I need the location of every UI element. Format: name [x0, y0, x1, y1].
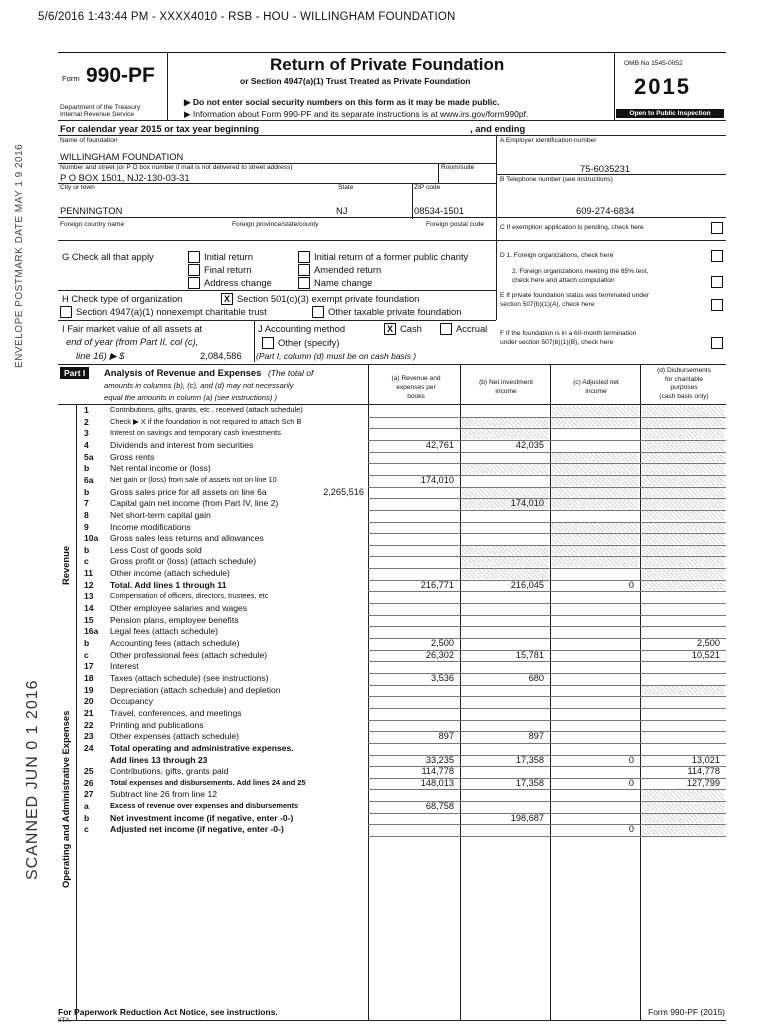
col-d-h4: (cash basis only) [659, 392, 709, 400]
row-number: 25 [84, 766, 94, 777]
cell-b: 680 [528, 672, 544, 683]
shaded-cell [642, 476, 724, 486]
shaded-cell [552, 476, 638, 486]
address-change-checkbox[interactable] [188, 277, 200, 289]
row-number: 3 [84, 428, 89, 439]
shaded-cell [642, 825, 724, 835]
d1-label: D 1. Foreign organizations, check here [500, 252, 614, 259]
row-label: Pension plans, employee benefits [110, 614, 239, 625]
notice-ssn-text: Do not enter social security numbers on this form as it may be made public. [192, 97, 500, 107]
col-d-h2: for charitable [664, 375, 704, 383]
part1-desc2: amounts in columns (b), (c), and (d) may not necessarily [104, 381, 294, 390]
row-label: Interest on savings and temporary cash investments [110, 428, 281, 438]
other-method-checkbox[interactable] [262, 337, 274, 349]
row-label: Subtract line 26 from line 12 [110, 789, 218, 800]
shaded-cell [642, 814, 724, 824]
cell-d: 13,021 [691, 754, 720, 765]
cell-b: 216,045 [510, 579, 544, 590]
row-label: Excess of revenue over expenses and disbursements [110, 801, 299, 811]
row-label: Gross profit or (loss) (attach schedule) [110, 556, 257, 567]
shaded-cell [462, 429, 548, 439]
row-number: 15 [84, 614, 94, 625]
section-g-label: G Check all that apply [62, 251, 154, 262]
shaded-cell [642, 429, 724, 439]
cell-c: 0 [628, 579, 634, 590]
dept-line2: Internal Revenue Service [60, 111, 135, 118]
phone: 609-274-6834 [576, 205, 635, 216]
cell-a: 42,761 [425, 439, 454, 450]
shaded-cell [462, 569, 548, 579]
notice-info-text: Information about Form 990-PF and its separate instructions is at www.irs.gov/form990pf. [192, 109, 529, 119]
shaded-cell [552, 406, 638, 416]
row-label: Total expenses and disbursements. Add lines 24 and 25 [110, 777, 306, 787]
cell-b: 17,358 [515, 777, 544, 788]
row-label: Interest [110, 661, 139, 672]
row-rule [368, 661, 726, 662]
row-rule [368, 696, 726, 697]
cell-a: 174,010 [420, 474, 454, 485]
cell-b: 15,781 [515, 649, 544, 660]
row-number: b [84, 638, 90, 648]
row-rule [368, 615, 726, 616]
row-label: Other professional fees (attach schedule) [110, 649, 268, 660]
d2-checkbox[interactable] [711, 276, 723, 288]
room-label: Room/suite [441, 164, 475, 171]
city: PENNINGTON [60, 205, 123, 216]
row-number: 10a [84, 533, 99, 544]
state-label: State [338, 184, 354, 191]
other-taxable-label: Other taxable private foundation [328, 306, 462, 317]
shaded-cell [642, 418, 724, 428]
row-number: b [84, 812, 90, 823]
col-a-h3: books [407, 393, 425, 400]
row-label: Adjusted net income (if negative, enter -0-) [110, 824, 284, 835]
scanned-stamp: SCANNED JUN 0 1 2016 [24, 679, 41, 880]
cell-a: 897 [438, 731, 454, 742]
row-label: Accounting fees (attach schedule) [110, 638, 240, 648]
cash-label: Cash [400, 323, 422, 334]
row-rule [368, 708, 726, 709]
row-number: 21 [84, 707, 94, 718]
foundation-name-label: Name of foundation [60, 137, 118, 144]
shaded-cell [642, 523, 724, 533]
row-rule [368, 743, 726, 744]
row-mid-value: 2,265,516 [323, 486, 364, 497]
row-number: 8 [84, 509, 89, 520]
revenue-section-label: Revenue [60, 545, 71, 585]
part1-title: Analysis of Revenue and Expenses [104, 367, 262, 378]
row-number: b [84, 486, 90, 497]
footer-form-id: Form 990-PF (2015) [648, 1007, 725, 1017]
fmv-line2: end of year (from Part II, col (c), [66, 336, 199, 347]
address-change-label: Address change [204, 277, 272, 288]
col-d-h1: (d) Disbursements [657, 367, 711, 374]
row-label: Net rental income or (loss) [110, 463, 211, 474]
part1-tag: Part I [60, 367, 89, 379]
accounting-method-label: J Accounting method [258, 323, 346, 334]
shaded-cell [552, 534, 638, 544]
row-number: 14 [84, 603, 94, 614]
row-label: Net gain or (loss) from sale of assets not on line 10 [110, 474, 277, 484]
row-label: Taxes (attach schedule) (see instructions) [110, 672, 269, 683]
foreign-postal-label: Foreign postal code [426, 221, 484, 228]
state: NJ [336, 205, 348, 216]
cell-a: 2,500 [431, 638, 454, 648]
row-label: Gross sales price for all assets on line 6a [110, 486, 267, 497]
row-label: Contributions, gifts, grants paid [110, 766, 229, 777]
cell-a: 114,778 [421, 766, 454, 777]
phone-label: B Telephone number (see instructions) [500, 176, 613, 183]
shaded-cell [552, 499, 638, 509]
row-label: Travel, conferences, and meetings [110, 707, 242, 718]
row-label: Gross sales less returns and allowances [110, 533, 264, 544]
shaded-cell [642, 488, 724, 498]
row-rule [368, 836, 726, 837]
postmark-stamp: ENVELOPE POSTMARK DATE MAY 1 9 2016 [14, 143, 25, 368]
col-c-h2: income [585, 388, 607, 395]
foundation-name: WILLINGHAM FOUNDATION [60, 151, 184, 162]
shaded-cell [552, 418, 638, 428]
row-label: Compensation of officers, directors, trustees, etc [110, 591, 269, 601]
cell-c: 0 [628, 754, 634, 765]
final-return-checkbox[interactable] [188, 264, 200, 276]
row-number: c [84, 824, 89, 835]
row-number: c [84, 556, 89, 567]
col-d-h3: purposes [670, 384, 698, 391]
initial-return-label: Initial return [204, 251, 253, 262]
cell-d: 127,799 [686, 777, 720, 788]
row-number: 20 [84, 696, 94, 707]
fmv-line1: I Fair market value of all assets at [62, 323, 203, 334]
row-label: Gross rents [110, 451, 155, 462]
section-h-label: H Check type of organization [62, 293, 183, 304]
row-label: Total operating and administrative expenses. [110, 742, 294, 753]
row-label: Add lines 13 through 23 [110, 754, 208, 765]
exemption-pending-checkbox[interactable] [711, 222, 723, 234]
f2-label: under section 507(b)(1)(B), check here [500, 339, 614, 346]
shaded-cell [642, 406, 724, 416]
cell-b: 42,035 [515, 439, 544, 450]
4947-trust-label: Section 4947(a)(1) nonexempt charitable trust [76, 306, 267, 317]
shaded-cell [642, 790, 724, 800]
fmv-value: 2,084,586 [200, 350, 242, 361]
row-label: Less Cost of goods sold [110, 544, 202, 555]
col-a-h1: (a) Revenue and [391, 375, 441, 382]
shaded-cell [462, 418, 548, 428]
amended-return-checkbox[interactable] [298, 264, 310, 276]
shaded-cell [552, 488, 638, 498]
row-number: 23 [84, 731, 94, 742]
shaded-cell [552, 546, 638, 556]
shaded-cell [642, 802, 724, 812]
f-checkbox[interactable] [711, 337, 723, 349]
notice-info: ▶ Information about Form 990-PF and its separate instructions is at www.irs.gov/form990pf. [184, 109, 529, 119]
cell-c: 0 [628, 824, 634, 835]
shaded-cell [642, 441, 724, 451]
row-number: 18 [84, 672, 94, 683]
shaded-cell [642, 534, 724, 544]
notice-ssn: ▶ Do not enter social security numbers on this form as it may be made public. [184, 97, 500, 107]
shaded-cell [462, 488, 548, 498]
row-number: b [84, 463, 90, 474]
cell-a: 68,758 [425, 801, 454, 812]
row-number: 6a [84, 474, 94, 485]
row-number: 13 [84, 591, 94, 602]
shaded-cell [642, 464, 724, 474]
cell-b: 174,010 [510, 498, 544, 509]
row-label: Capital gain net income (from Part IV, line 2) [110, 498, 279, 509]
initial-former-charity-label: Initial return of a former public charity [314, 251, 469, 262]
shaded-cell [552, 464, 638, 474]
d1-checkbox[interactable] [711, 250, 723, 262]
row-label: Other income (attach schedule) [110, 568, 230, 579]
501c3-label: Section 501(c)(3) exempt private foundation [237, 293, 420, 304]
and-ending: , and ending [470, 123, 526, 134]
col-d-header [642, 367, 726, 401]
row-label: Net short-term capital gain [110, 509, 211, 520]
tax-year: 2015 [634, 74, 691, 99]
row-label: Net investment income (if negative, enter -0-) [110, 812, 294, 823]
e2-label: section 507(b)(1)(A), check here [500, 301, 595, 308]
shaded-cell [462, 557, 548, 567]
zip-code: 08534-1501 [414, 205, 465, 216]
omb-number: OMB No 1545-0052 [624, 60, 683, 67]
d2a-label: 2. Foreign organizations meeting the 85% test, [512, 268, 649, 275]
cash-basis-note: (Part I, column (d) must be on cash basis ) [256, 351, 417, 361]
shaded-cell [642, 569, 724, 579]
exemption-pending-label: C If exemption application is pending, check here [500, 224, 644, 231]
other-method-label: Other (specify) [278, 337, 340, 348]
col-a-h2: expenses per [396, 384, 436, 391]
shaded-cell [642, 511, 724, 521]
name-change-label: Name change [314, 277, 373, 288]
d2b-label: check here and attach computation [512, 277, 615, 284]
row-number: 26 [84, 777, 94, 788]
row-rule [368, 591, 726, 592]
open-public-inspection: Open to Public Inspection [616, 109, 724, 118]
col-a-header [380, 374, 452, 401]
shaded-cell [642, 581, 724, 591]
row-number: 27 [84, 789, 94, 800]
shaded-cell [462, 546, 548, 556]
row-label: Dividends and interest from securities [110, 439, 254, 450]
row-number: a [84, 801, 89, 812]
print-header: 5/6/2016 1:43:44 PM - XXXX4010 - RSB - HOU - WILLINGHAM FOUNDATION [38, 11, 456, 23]
row-number: b [84, 544, 90, 555]
col-b-header [464, 378, 548, 396]
e-checkbox[interactable] [711, 299, 723, 311]
dept-line1: Department of the Treasury [60, 104, 141, 111]
row-number: 7 [84, 498, 89, 509]
row-number: 5a [84, 451, 94, 462]
cell-b: 198,687 [510, 812, 544, 823]
shaded-cell [642, 686, 724, 696]
row-number: 2 [84, 416, 89, 427]
form-top-rule [58, 52, 726, 53]
row-number: 11 [84, 568, 94, 579]
f1-label: F If the foundation is in a 60-month termination [500, 330, 637, 337]
row-number: 16a [84, 626, 99, 637]
cell-d: 114,778 [687, 766, 720, 777]
cell-d: 10,521 [691, 649, 720, 660]
foreign-province-label: Foreign province/state/county [232, 221, 319, 228]
expenses-section-label: Operating and Administrative Expenses [60, 710, 71, 888]
calendar-line: For calendar year 2015 or tax year beginning [60, 123, 260, 134]
row-label: Other expenses (attach schedule) [110, 731, 239, 742]
col-b-h1: (b) Net investment [479, 379, 533, 386]
cell-a: 26,302 [425, 649, 454, 660]
part1-desc3: equal the amounts in column (a) (see instructions) ) [104, 393, 278, 402]
row-number: 12 [84, 579, 94, 590]
row-number: 4 [84, 439, 89, 450]
street-label: Number and street (or P O box number if mail is not delivered to street address) [60, 164, 293, 171]
row-number: 19 [84, 684, 94, 695]
shaded-cell [552, 523, 638, 533]
form-subtitle: or Section 4947(a)(1) Trust Treated as Private Foundation [240, 76, 471, 86]
cell-a: 33,235 [425, 754, 454, 765]
shaded-cell [552, 453, 638, 463]
row-number: c [84, 649, 89, 660]
row-label: Printing and publications [110, 719, 204, 730]
row-label: Legal fees (attach schedule) [110, 626, 218, 637]
street-address: P O BOX 1501, NJ2-130-03-31 [60, 172, 190, 183]
col-c-header [554, 378, 638, 396]
row-label: Total. Add lines 1 through 11 [110, 579, 227, 590]
cash-checkbox[interactable]: X [384, 323, 396, 335]
4947-trust-checkbox[interactable] [60, 306, 72, 318]
501c3-checkbox[interactable]: X [221, 293, 233, 305]
row-number: 1 [84, 405, 89, 415]
form-number: 990-PF [86, 64, 155, 87]
cell-b: 897 [528, 731, 544, 742]
part1-title-note: (The total of [268, 368, 314, 378]
col-c-h1: (c) Adjusted net [573, 379, 619, 386]
col-b-h2: income [495, 388, 517, 395]
cell-a: 3,536 [431, 672, 454, 683]
shaded-cell [642, 499, 724, 509]
cell-b: 17,358 [515, 754, 544, 765]
row-rule [368, 603, 726, 604]
e1-label: E If private foundation status was terminated under [500, 292, 649, 299]
row-label: Depreciation (attach schedule) and depletion [110, 684, 281, 695]
amended-return-label: Amended return [314, 264, 382, 275]
cell-d: 2,500 [697, 638, 720, 648]
initial-return-checkbox[interactable] [188, 251, 200, 263]
foreign-country-label: Foreign country name [60, 221, 125, 228]
row-rule [368, 626, 726, 627]
fmv-line3: line 16) ▶ $ [76, 350, 125, 361]
row-label: Contributions, gifts, grants, etc , received (attach schedule) [110, 405, 303, 414]
form-title: Return of Private Foundation [270, 55, 505, 74]
name-change-checkbox[interactable] [298, 277, 310, 289]
ein-label: A Employer identification number [500, 137, 597, 144]
footer-paperwork: For Paperwork Reduction Act Notice, see instructions. [58, 1007, 278, 1017]
footer-code: IITA [58, 1017, 70, 1024]
shaded-cell [642, 546, 724, 556]
ein: 75-6035231 [580, 163, 631, 174]
final-return-label: Final return [204, 264, 252, 275]
cell-a: 148,013 [420, 777, 454, 788]
shaded-cell [552, 557, 638, 567]
zip-label: ZIP code [414, 184, 441, 191]
cell-c: 0 [628, 777, 634, 788]
shaded-cell [462, 464, 548, 474]
row-label: Other employee salaries and wages [110, 603, 248, 614]
shaded-cell [642, 557, 724, 567]
form-label: Form [62, 74, 80, 83]
shaded-cell [642, 453, 724, 463]
accrual-checkbox[interactable] [440, 323, 452, 335]
city-label: City or town [60, 184, 95, 191]
cell-a: 216,771 [420, 579, 454, 590]
row-number: 22 [84, 719, 94, 730]
other-taxable-checkbox[interactable] [312, 306, 324, 318]
row-label: Check ▶ X if the foundation is not required to attach Sch B [110, 416, 302, 426]
row-label: Occupancy [110, 696, 153, 707]
accrual-label: Accrual [456, 323, 488, 334]
row-label: Income modifications [110, 521, 191, 532]
initial-former-charity-checkbox[interactable] [298, 251, 310, 263]
row-number: 24 [84, 742, 94, 753]
row-number: 9 [84, 521, 89, 532]
row-number: 17 [84, 661, 94, 672]
row-rule [368, 720, 726, 721]
